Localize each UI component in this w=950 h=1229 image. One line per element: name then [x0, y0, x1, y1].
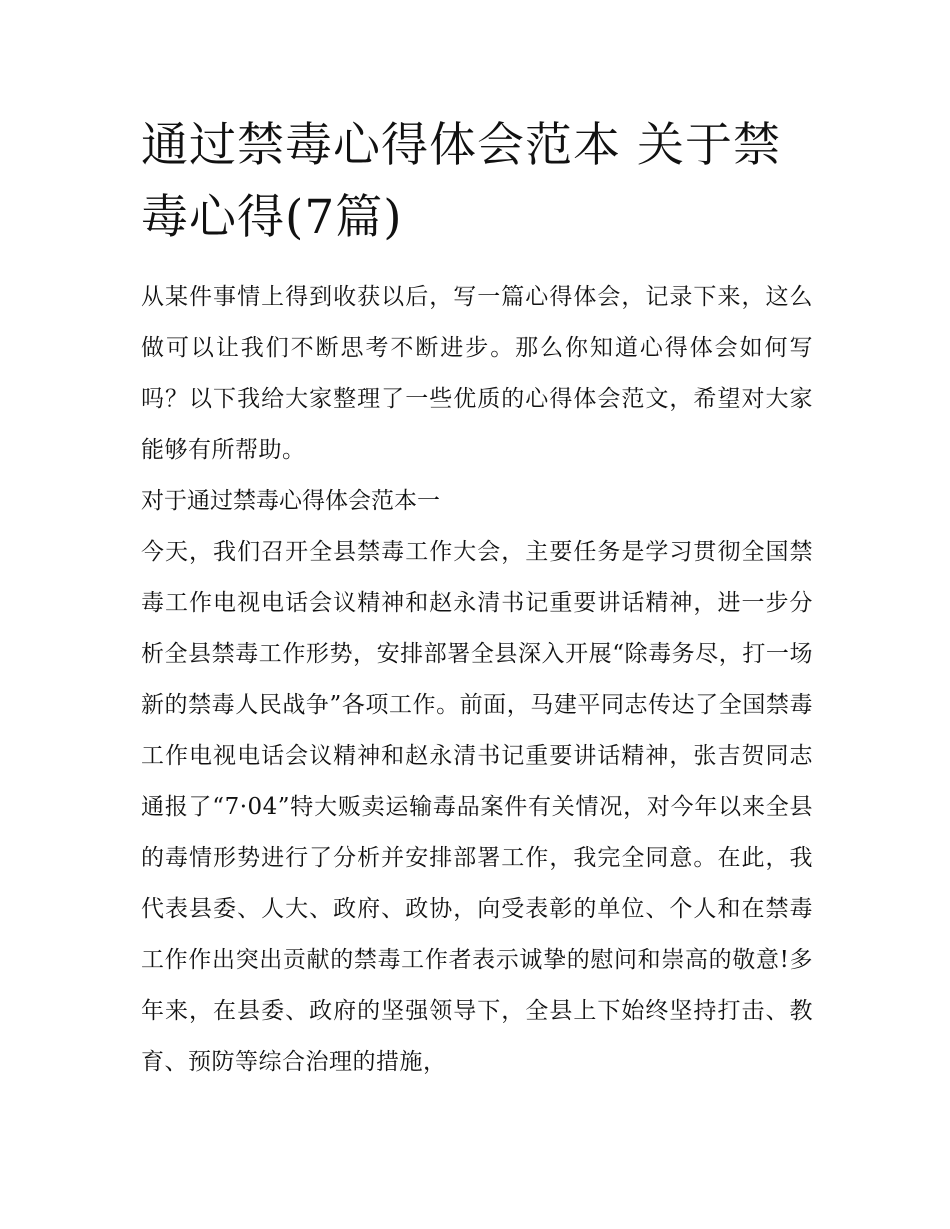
intro-paragraph: 从某件事情上得到收获以后，写一篇心得体会，记录下来，这么做可以让我们不断思考不断进步。那么你知道心得体会如何写吗？以下我给大家整理了一些优质的心得体会范文，希望对大家能够有所帮助。 [141, 284, 813, 463]
document-title: 通过禁毒心得体会范本 关于禁毒心得(7篇) [141, 118, 781, 245]
section-heading: 对于通过禁毒心得体会范本一 [141, 488, 440, 514]
document-page [141, 110, 813, 1088]
body-paragraph: 今天，我们召开全县禁毒工作大会，主要任务是学习贯彻全国禁毒工作电视电话会议精神和赵永清书记重要讲话精神，进一步分析全县禁毒工作形势，安排部署全县深入开展“除毒务尽，打一场新的禁毒人民战争”各项工作。前面，马建平同志传达了全国禁毒工作电视电话会议精神和赵永清书记重要讲话精神，张吉贺同志通报了“7·04”特大贩卖运输毒品案件有关情况，对今年以来全县的毒情形势进行了分析并安排部署工作，我完全同意。在此，我代表县委、人大、政府、政协，向受表彰的单位、个人和在禁毒工作作出突出贡献的禁毒工作者表示诚挚的慰问和崇高的敬意!多年来，在县委、政府的坚强领导下，全县上下始终坚持打击、教育、预防等综合治理的措施， [141, 539, 813, 1075]
